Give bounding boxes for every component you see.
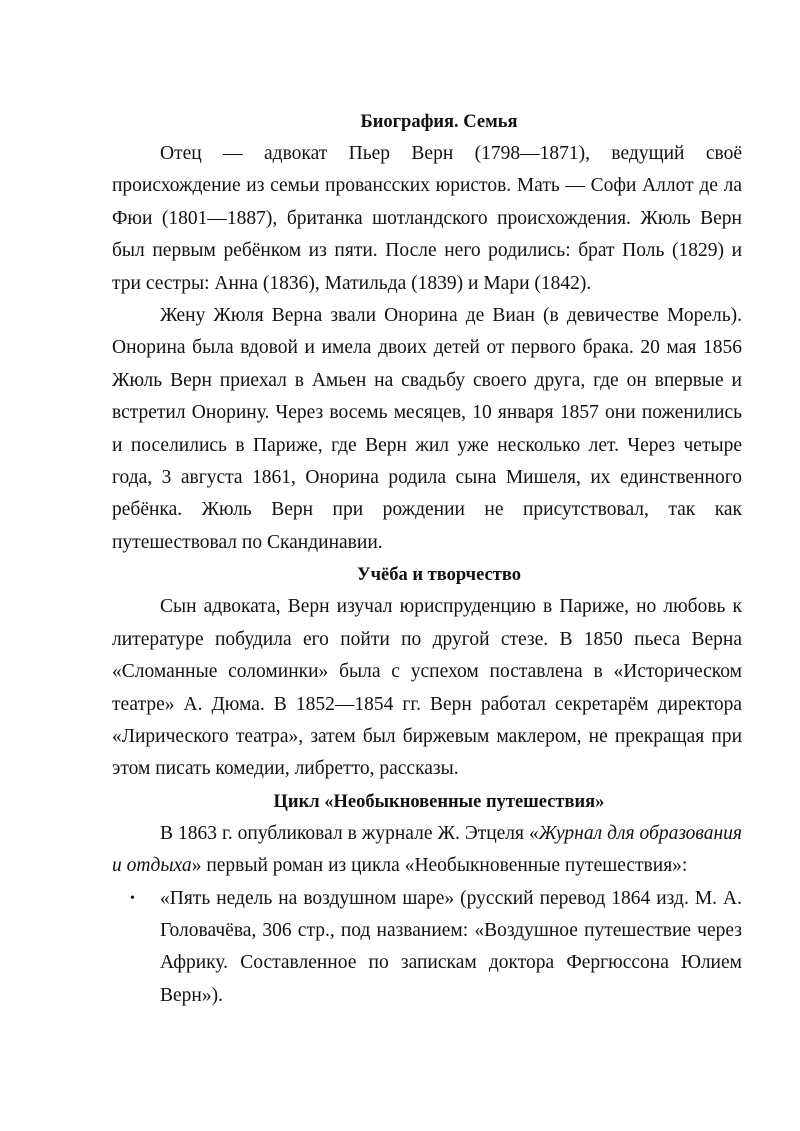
document-page <box>112 106 742 1012</box>
novel-list <box>112 883 742 1013</box>
section-heading-biography: Биография. Семья <box>360 112 518 132</box>
intro-text-before: В 1863 г. опубликовал в журнале Ж. Этцеля « <box>160 822 539 844</box>
paragraph-voyages-intro <box>112 818 742 883</box>
intro-text-after: » первый роман из цикла «Необыкновенные путешествия»: <box>191 855 688 877</box>
paragraph-wife: Жену Жюля Верна звали Онорина де Виан (в девичестве Морель). Онорина была вдовой и имела двоих детей от первого брака. 20 мая 1856 Жюль Верн приехал в Амьен на свадьбу своего друга, где он впервые и встретил Онорину. Через восемь месяцев, 10 января 1857 они поженились и поселились в Париже, где Верн жил уже несколько лет. Через четыре года, 3 августа 1861, Онорина родила сына Мишеля, их единственного ребёнка. Жюль Верн при рождении не присутствовал, так как путешествовал по Скандинавии. <box>112 305 742 553</box>
section-heading-education: Учёба и творчество <box>357 565 521 586</box>
list-item-text: «Пять недель на воздушном шаре» (русский перевод 1864 изд. М. А. Головачёва, 306 стр., под названием: «Воздушное путешествие через Африку. Составленное по запискам доктора Фергюссона Юлием Верн»). <box>160 887 742 1006</box>
paragraph-education: Сын адвоката, Верн изучал юриспруденцию в Париже, но любовь к литературе побудила его пойти по другой стезе. В 1850 пьеса Верна «Сломанные соломинки» была с успехом поставлена в «Историческом театре» А. Дюма. В 1852—1854 гг. Верн работал секретарём директора «Лирического театра», затем был биржевым маклером, не прекращая при этом писать комедии, либретто, рассказы. <box>112 596 742 780</box>
journal-title: Журнал для образования и отдыха <box>112 822 742 877</box>
section-heading-voyages: Цикл «Необыкновенные путешествия» <box>273 791 605 812</box>
list-item <box>130 883 742 1013</box>
paragraph-parents: Отец — адвокат Пьер Верн (1798—1871), ведущий своё происхождение из семьи провансских юристов. Мать — Софи Аллот де ла Фюи (1801—1887), британка шотландского происхождения. Жюль Верн был первым ребёнком из пяти. После него родились: брат Поль (1829) и три сестры: Анна (1836), Матильда (1839) и Мари (1842). <box>112 143 742 294</box>
bullet-icon: • <box>130 890 135 906</box>
